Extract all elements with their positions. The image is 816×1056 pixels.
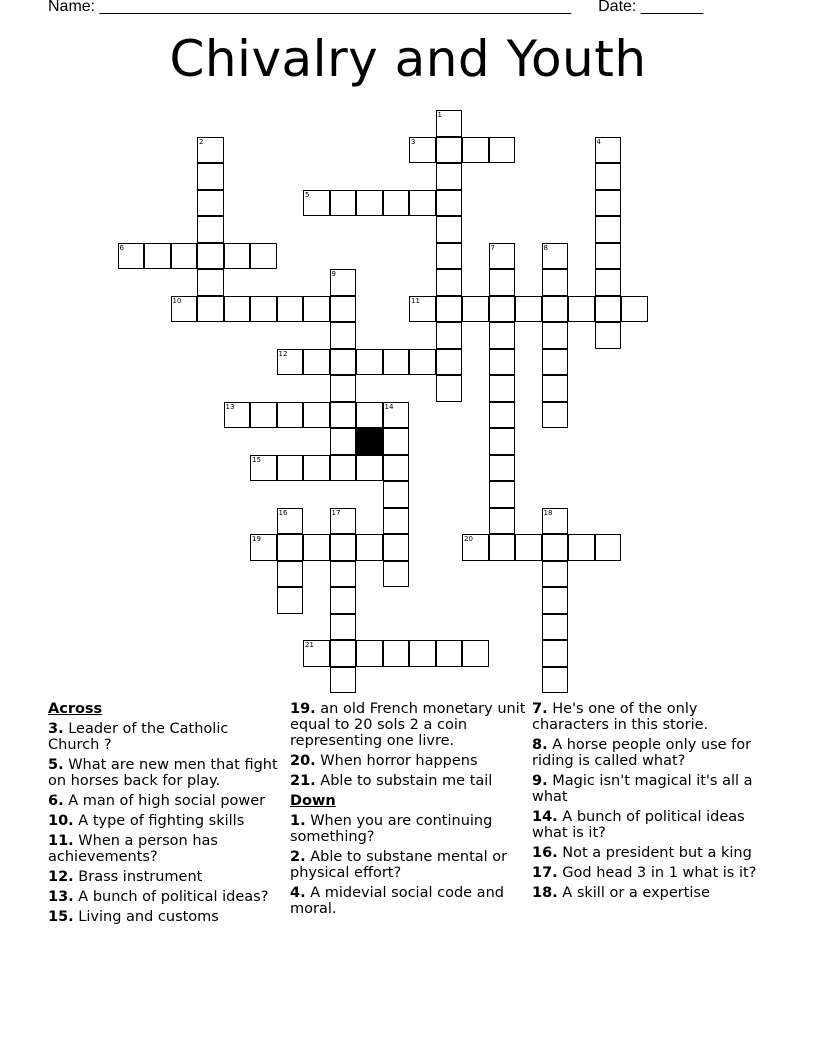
clue-text: A type of fighting skills xyxy=(73,813,245,829)
grid-cell[interactable] xyxy=(595,216,622,243)
across-clue xyxy=(290,773,526,789)
clue-number: 5 xyxy=(305,190,310,199)
grid-cell[interactable] xyxy=(595,534,622,561)
clue-number-label: 2. xyxy=(290,849,306,865)
across-clue xyxy=(48,869,284,885)
grid-cell[interactable] xyxy=(542,349,569,376)
grid-cell[interactable] xyxy=(409,190,436,217)
grid-cell[interactable] xyxy=(436,269,463,296)
down-clue xyxy=(532,809,768,841)
grid-cell[interactable] xyxy=(330,640,357,667)
grid-cell[interactable] xyxy=(542,322,569,349)
clue-text: Living and customs xyxy=(73,909,219,925)
clue-text: When a person has achievements? xyxy=(48,833,218,865)
clue-number-label: 12. xyxy=(48,869,74,885)
across-clue-list-b xyxy=(290,701,526,789)
clue-text: Brass instrument xyxy=(73,869,203,885)
grid-cell[interactable] xyxy=(303,455,330,482)
clues-column-2 xyxy=(290,701,526,921)
across-clue xyxy=(48,793,284,809)
grid-cell[interactable] xyxy=(462,296,489,323)
grid-cell[interactable] xyxy=(621,296,648,323)
grid-cell[interactable] xyxy=(436,349,463,376)
grid-cell[interactable] xyxy=(330,534,357,561)
across-clue-list-a xyxy=(48,721,284,925)
clues-column-3 xyxy=(532,701,768,905)
grid-cell[interactable] xyxy=(383,455,410,482)
grid-cell[interactable] xyxy=(383,561,410,588)
across-clue xyxy=(48,757,284,789)
clue-number: 3 xyxy=(411,137,416,146)
clue-text: A bunch of political ideas? xyxy=(73,889,269,905)
grid-cell[interactable] xyxy=(436,322,463,349)
grid-cell[interactable] xyxy=(436,375,463,402)
grid-cell[interactable] xyxy=(356,534,383,561)
grid-cell[interactable] xyxy=(489,296,516,323)
clue-number: 1 xyxy=(437,111,442,119)
grid-cell[interactable] xyxy=(436,243,463,270)
grid-cell[interactable] xyxy=(436,110,463,137)
name-label: Name: xyxy=(48,0,96,15)
grid-cell[interactable] xyxy=(595,269,622,296)
grid-cell[interactable] xyxy=(330,269,357,296)
grid-cell[interactable] xyxy=(542,587,569,614)
grid-cell[interactable] xyxy=(409,640,436,667)
grid-block-cell xyxy=(356,428,383,455)
grid-cell[interactable] xyxy=(595,243,622,270)
clue-number-label: 19. xyxy=(290,701,316,717)
across-clue xyxy=(48,721,284,753)
grid-cell[interactable] xyxy=(303,296,330,323)
grid-cell[interactable] xyxy=(277,402,304,429)
grid-cell[interactable] xyxy=(277,587,304,614)
clue-number: 13 xyxy=(225,402,235,411)
grid-cell[interactable] xyxy=(250,455,277,482)
grid-cell[interactable] xyxy=(489,534,516,561)
clue-text: A skill or a expertise xyxy=(557,885,710,901)
clue-number: 2 xyxy=(199,137,204,146)
down-clue xyxy=(532,845,768,861)
grid-cell[interactable] xyxy=(303,402,330,429)
grid-cell[interactable] xyxy=(489,137,516,164)
grid-cell[interactable] xyxy=(489,428,516,455)
grid-cell[interactable] xyxy=(542,614,569,641)
down-clue-list-b xyxy=(532,701,768,901)
clue-number-label: 11. xyxy=(48,833,74,849)
clue-text: A bunch of political ideas what is it? xyxy=(532,809,745,841)
clue-number: 17 xyxy=(331,508,341,517)
grid-cell[interactable] xyxy=(462,137,489,164)
grid-cell[interactable] xyxy=(542,561,569,588)
grid-cell[interactable] xyxy=(383,508,410,535)
grid-cell[interactable] xyxy=(489,455,516,482)
grid-cell[interactable] xyxy=(595,137,622,164)
grid-cell[interactable] xyxy=(383,402,410,429)
grid-cell[interactable] xyxy=(330,375,357,402)
clue-number-label: 1. xyxy=(290,813,306,829)
grid-cell[interactable] xyxy=(489,243,516,270)
clue-text: A midevial social code and moral. xyxy=(290,885,504,917)
grid-cell[interactable] xyxy=(277,296,304,323)
date-label: Date: xyxy=(598,0,637,15)
down-heading: Down xyxy=(290,793,336,809)
grid-cell[interactable] xyxy=(515,296,542,323)
grid-cell[interactable] xyxy=(330,322,357,349)
grid-cell[interactable] xyxy=(489,508,516,535)
down-clue-list-a xyxy=(290,813,526,917)
clue-text: Able to substain me tail xyxy=(315,773,493,789)
down-clue xyxy=(290,885,526,917)
grid-cell[interactable] xyxy=(330,190,357,217)
across-clue xyxy=(48,813,284,829)
grid-cell[interactable] xyxy=(330,508,357,535)
grid-cell[interactable] xyxy=(595,296,622,323)
clue-number-label: 10. xyxy=(48,813,74,829)
clue-number: 6 xyxy=(119,243,124,252)
clue-text: an old French monetary unit equal to 20 sols 2 a coin representing one livre. xyxy=(290,701,526,749)
clue-number: 11 xyxy=(411,296,420,305)
grid-cell[interactable] xyxy=(118,243,145,270)
clue-number-label: 20. xyxy=(290,753,316,769)
clue-number: 9 xyxy=(331,270,336,278)
clue-number-label: 7. xyxy=(532,701,548,717)
clue-number: 15 xyxy=(252,455,261,464)
clue-number: 4 xyxy=(596,137,601,146)
grid-cell[interactable] xyxy=(303,640,330,667)
clue-number-label: 16. xyxy=(532,845,558,861)
grid-cell[interactable] xyxy=(542,269,569,296)
clue-number-label: 17. xyxy=(532,865,558,881)
grid-cell[interactable] xyxy=(224,402,251,429)
grid-cell[interactable] xyxy=(330,349,357,376)
grid-cell[interactable] xyxy=(197,216,224,243)
across-clue xyxy=(290,753,526,769)
grid-cell[interactable] xyxy=(436,216,463,243)
down-clue xyxy=(532,773,768,805)
clue-number-label: 6. xyxy=(48,793,64,809)
grid-cell[interactable] xyxy=(224,243,251,270)
grid-cell[interactable] xyxy=(515,534,542,561)
down-clue xyxy=(532,885,768,901)
grid-cell[interactable] xyxy=(303,190,330,217)
clue-number-label: 4. xyxy=(290,885,306,901)
across-clue xyxy=(48,909,284,925)
clue-text: When horror happens xyxy=(315,753,478,769)
clue-number-label: 14. xyxy=(532,809,558,825)
grid-cell[interactable] xyxy=(409,137,436,164)
grid-cell[interactable] xyxy=(356,402,383,429)
grid-cell[interactable] xyxy=(383,640,410,667)
grid-cell[interactable] xyxy=(542,375,569,402)
clue-number-label: 9. xyxy=(532,773,548,789)
grid-cell[interactable] xyxy=(277,455,304,482)
grid-cell[interactable] xyxy=(250,402,277,429)
grid-cell[interactable] xyxy=(330,455,357,482)
grid-cell[interactable] xyxy=(542,667,569,694)
grid-cell[interactable] xyxy=(171,243,198,270)
grid-cell[interactable] xyxy=(462,640,489,667)
grid-cell[interactable] xyxy=(277,508,304,535)
clue-number-label: 18. xyxy=(532,885,558,901)
clue-number: 16 xyxy=(278,508,288,517)
clue-text: What are new men that fight on horses back for play. xyxy=(48,757,278,789)
grid-cell[interactable] xyxy=(356,455,383,482)
grid-cell[interactable] xyxy=(436,137,463,164)
grid-cell[interactable] xyxy=(330,296,357,323)
grid-cell[interactable] xyxy=(277,534,304,561)
grid-cell[interactable] xyxy=(171,296,198,323)
puzzle-title: Chivalry and Youth xyxy=(169,30,647,88)
grid-cell[interactable] xyxy=(197,137,224,164)
grid-cell[interactable] xyxy=(356,640,383,667)
grid-cell[interactable] xyxy=(436,296,463,323)
grid-cell[interactable] xyxy=(383,428,410,455)
down-clue xyxy=(290,849,526,881)
grid-cell[interactable] xyxy=(330,667,357,694)
grid-cell[interactable] xyxy=(356,190,383,217)
grid-cell[interactable] xyxy=(330,587,357,614)
name-blank[interactable]: _____________________________________________________ xyxy=(99,0,572,15)
clues-column-1 xyxy=(48,701,284,929)
grid-cell[interactable] xyxy=(383,534,410,561)
grid-cell[interactable] xyxy=(224,296,251,323)
grid-cell[interactable] xyxy=(197,269,224,296)
grid-cell[interactable] xyxy=(542,534,569,561)
grid-cell[interactable] xyxy=(250,243,277,270)
grid-cell[interactable] xyxy=(489,269,516,296)
grid-cell[interactable] xyxy=(595,190,622,217)
across-clue xyxy=(48,889,284,905)
grid-cell[interactable] xyxy=(542,508,569,535)
grid-cell[interactable] xyxy=(489,402,516,429)
down-clue xyxy=(290,813,526,845)
grid-cell[interactable] xyxy=(489,375,516,402)
grid-cell[interactable] xyxy=(197,190,224,217)
across-heading: Across xyxy=(48,701,103,717)
grid-cell[interactable] xyxy=(303,534,330,561)
grid-cell[interactable] xyxy=(330,561,357,588)
grid-cell[interactable] xyxy=(568,534,595,561)
across-clue xyxy=(48,833,284,865)
down-clue xyxy=(532,701,768,733)
clue-text: When you are continuing something? xyxy=(290,813,493,845)
grid-cell[interactable] xyxy=(542,640,569,667)
date-blank[interactable]: _______ xyxy=(640,0,704,15)
grid-cell[interactable] xyxy=(595,163,622,190)
clue-text: Leader of the Catholic Church ? xyxy=(48,721,229,753)
down-clue xyxy=(532,865,768,881)
grid-cell[interactable] xyxy=(144,243,171,270)
clue-number-label: 15. xyxy=(48,909,74,925)
grid-cell[interactable] xyxy=(462,534,489,561)
grid-cell[interactable] xyxy=(542,402,569,429)
grid-cell[interactable] xyxy=(250,296,277,323)
grid-cell[interactable] xyxy=(383,481,410,508)
grid-cell[interactable] xyxy=(409,296,436,323)
down-clue xyxy=(532,737,768,769)
grid-cell[interactable] xyxy=(277,349,304,376)
grid-cell[interactable] xyxy=(542,296,569,323)
grid-cell[interactable] xyxy=(436,190,463,217)
clue-text: Able to substane mental or physical effort? xyxy=(290,849,508,881)
clue-number: 14 xyxy=(384,402,394,411)
grid-cell[interactable] xyxy=(356,349,383,376)
grid-cell[interactable] xyxy=(489,481,516,508)
grid-cell[interactable] xyxy=(383,349,410,376)
clue-number-label: 8. xyxy=(532,737,548,753)
clue-text: A man of high social power xyxy=(63,793,266,809)
clue-number: 12 xyxy=(278,349,288,358)
clue-number-label: 5. xyxy=(48,757,64,773)
clue-text: God head 3 in 1 what is it? xyxy=(557,865,757,881)
grid-cell[interactable] xyxy=(436,640,463,667)
clue-number-label: 21. xyxy=(290,773,316,789)
grid-cell[interactable] xyxy=(197,243,224,270)
clue-number: 18 xyxy=(543,508,553,517)
clue-text: Not a president but a king xyxy=(557,845,752,861)
grid-cell[interactable] xyxy=(250,534,277,561)
grid-cell[interactable] xyxy=(330,614,357,641)
grid-cell[interactable] xyxy=(197,296,224,323)
grid-cell[interactable] xyxy=(568,296,595,323)
clue-number: 8 xyxy=(543,243,548,252)
clue-text: He's one of the only characters in this storie. xyxy=(532,701,709,733)
grid-cell[interactable] xyxy=(330,402,357,429)
grid-cell[interactable] xyxy=(197,163,224,190)
clue-text: Magic isn't magical it's all a what xyxy=(532,773,753,805)
across-clue xyxy=(290,701,526,749)
clue-text: A horse people only use for riding is called what? xyxy=(532,737,752,769)
clue-number: 10 xyxy=(172,296,182,305)
grid-cell[interactable] xyxy=(303,349,330,376)
clue-number-label: 3. xyxy=(48,721,64,737)
clue-number-label: 13. xyxy=(48,889,74,905)
grid-cell[interactable] xyxy=(436,163,463,190)
clue-number: 21 xyxy=(305,641,314,649)
grid-cell[interactable] xyxy=(595,322,622,349)
grid-cell[interactable] xyxy=(330,428,357,455)
grid-cell[interactable] xyxy=(383,190,410,217)
grid-cell[interactable] xyxy=(277,561,304,588)
grid-cell[interactable] xyxy=(409,349,436,376)
clue-number: 19 xyxy=(252,535,261,543)
clue-number: 20 xyxy=(464,535,473,543)
grid-cell[interactable] xyxy=(489,349,516,376)
clue-number: 7 xyxy=(490,243,495,252)
grid-cell[interactable] xyxy=(489,322,516,349)
grid-cell[interactable] xyxy=(542,243,569,270)
